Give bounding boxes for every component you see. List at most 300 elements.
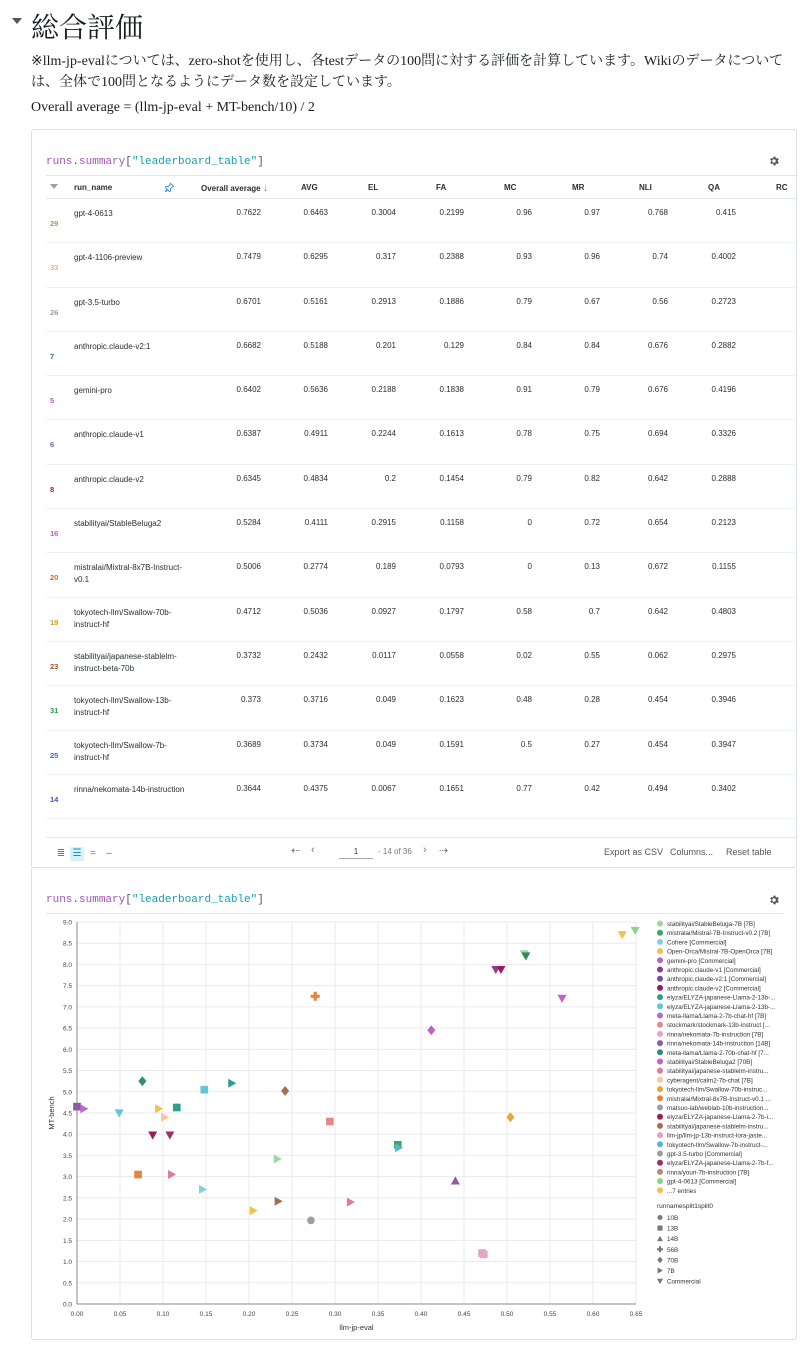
legend-entry: elyza/ELYZA-japanese-Llama-2-7b-i... bbox=[667, 1114, 774, 1122]
metric-cell: 0.4111 bbox=[304, 518, 328, 528]
x-tick-label: 0.45 bbox=[457, 1311, 471, 1318]
metric-cell: 0.3732 bbox=[236, 650, 261, 660]
metric-cell: 0.2723 bbox=[711, 296, 736, 306]
metric-cell: 0.4196 bbox=[711, 385, 736, 395]
metric-cell: 0.4712 bbox=[236, 606, 261, 616]
metric-cell: 0.72 bbox=[584, 518, 600, 528]
y-tick-label: 5.0 bbox=[62, 1089, 72, 1097]
metric-cell: 0.642 bbox=[647, 473, 668, 483]
metric-cell: 0.2123 bbox=[711, 518, 736, 528]
metric-cell: 0.6701 bbox=[236, 296, 261, 306]
scatter-point bbox=[155, 1104, 163, 1113]
metric-cell: 0.1454 bbox=[439, 473, 464, 483]
metric-cell: 0.676 bbox=[647, 340, 668, 350]
metric-cell: 0.5284 bbox=[236, 518, 261, 528]
legend-entry: anthropic.claude-v2:1 [Commercial] bbox=[667, 976, 767, 984]
expr-key: "leaderboard_table" bbox=[131, 894, 258, 906]
metric-cell: 0.3326 bbox=[711, 429, 736, 439]
metric-cell: 0.2913 bbox=[371, 296, 396, 306]
metric-cell: 0.96 bbox=[584, 252, 600, 262]
scatter-point bbox=[165, 1131, 174, 1139]
metric-cell: 0.79 bbox=[584, 385, 600, 395]
legend-entry: ...7 entries bbox=[667, 1187, 697, 1195]
legend-entry: gpt-3.5-turbo [Commercial] bbox=[667, 1151, 742, 1158]
shape-legend-entry: 70B bbox=[667, 1257, 679, 1265]
pin-icon[interactable] bbox=[164, 182, 175, 193]
section-note: ※llm-jp-evalについては、zero-shotを使用し、各testデータの100問に対する評価を計算しています。Wikiのデータについては、全体で100問となるようにデータ数を設定しています。 bbox=[31, 54, 784, 90]
scatter-point bbox=[307, 1217, 315, 1225]
legend-swatch bbox=[657, 1003, 663, 1009]
metric-cell: 0.0558 bbox=[439, 650, 464, 660]
scatter-point bbox=[148, 1131, 157, 1139]
metric-cell: 0.2882 bbox=[711, 340, 736, 350]
legend-entry: Cohere [Commercial] bbox=[667, 939, 727, 947]
legend-swatch bbox=[657, 1123, 663, 1129]
legend-entry: elyza/ELYZA-japanese-Llama-2-7b-f... bbox=[667, 1160, 774, 1168]
shape-legend-entry: 14B bbox=[667, 1236, 679, 1244]
metric-cell: 0.5 bbox=[520, 739, 532, 749]
x-tick-label: 0.20 bbox=[242, 1311, 256, 1318]
table-row[interactable] bbox=[46, 509, 798, 553]
legend-entry: llm-jp/llm-jp-13b-instruct-lora-jaste... bbox=[667, 1132, 768, 1140]
shape-legend-marker bbox=[657, 1236, 663, 1241]
y-tick-label: 2.5 bbox=[62, 1195, 72, 1203]
row-height-single-icon[interactable]: – bbox=[106, 848, 112, 859]
legend-entry: meta-llama/Llama-2-7b-chat-hf [7B] bbox=[667, 1013, 767, 1020]
legend-swatch bbox=[657, 1086, 663, 1092]
shape-legend-marker bbox=[657, 1246, 663, 1252]
legend-swatch bbox=[657, 1169, 663, 1175]
shape-legend-title: runnamesplit1split0 bbox=[657, 1203, 714, 1210]
legend-swatch bbox=[657, 1178, 663, 1184]
y-tick-label: 5.5 bbox=[62, 1068, 72, 1076]
table-row[interactable] bbox=[46, 465, 798, 509]
legend-swatch bbox=[657, 1068, 663, 1074]
metric-cell: 0.5188 bbox=[303, 340, 328, 350]
table-row[interactable] bbox=[46, 332, 798, 376]
metric-cell: 0.1797 bbox=[439, 606, 464, 616]
run-name-cell[interactable]: tokyotech-llm/Swallow-7b-instruct-hf bbox=[74, 740, 167, 762]
table-row[interactable] bbox=[46, 243, 798, 287]
scatter-point bbox=[618, 931, 627, 939]
metric-cell: 0.7 bbox=[588, 606, 600, 616]
shape-legend-entry: Commercial bbox=[667, 1278, 701, 1286]
metric-cell: 0.93 bbox=[516, 252, 532, 262]
row-index: 23 bbox=[50, 661, 59, 671]
row-height-medium-icon[interactable]: ☰ bbox=[70, 847, 84, 861]
y-tick-label: 1.0 bbox=[62, 1259, 72, 1267]
row-index: 25 bbox=[50, 750, 59, 760]
metric-cell: 0.1886 bbox=[439, 296, 464, 306]
legend-swatch bbox=[657, 1141, 663, 1147]
col-fa[interactable]: FA bbox=[436, 183, 447, 192]
table-row[interactable] bbox=[46, 686, 798, 730]
row-index: 7 bbox=[50, 351, 55, 361]
metric-cell: 0.0793 bbox=[439, 562, 464, 572]
metric-cell: 0.654 bbox=[647, 518, 668, 528]
metric-cell: 0.84 bbox=[516, 340, 532, 350]
row-index: 16 bbox=[50, 529, 59, 539]
metric-cell: 0.1838 bbox=[439, 385, 464, 395]
expr-bracket-open: [ bbox=[125, 894, 132, 906]
scatter-point bbox=[161, 1113, 169, 1122]
metric-cell: 0.5161 bbox=[303, 296, 328, 306]
scatter-point bbox=[480, 1251, 488, 1259]
x-tick-label: 0.35 bbox=[371, 1311, 385, 1318]
shape-legend-entry: 13B bbox=[667, 1225, 679, 1233]
metric-cell: 0.2975 bbox=[711, 650, 736, 660]
metric-cell: 0.84 bbox=[584, 340, 600, 350]
metric-cell: 0.55 bbox=[584, 650, 600, 660]
row-index: 8 bbox=[50, 484, 55, 494]
y-tick-label: 8.0 bbox=[62, 961, 72, 969]
metric-cell: 0.2915 bbox=[371, 518, 396, 528]
metric-cell: 0.768 bbox=[647, 208, 668, 217]
legend-swatch bbox=[657, 1059, 663, 1065]
expr-object: runs bbox=[46, 156, 73, 168]
leaderboard-table-panel bbox=[31, 129, 797, 868]
metric-cell: 0.0927 bbox=[371, 606, 396, 616]
run-name-cell[interactable]: anthropic.claude-v2:1 bbox=[74, 341, 151, 351]
x-tick-label: 0.40 bbox=[414, 1311, 428, 1318]
metric-cell: 0.642 bbox=[647, 606, 668, 616]
scatter-point bbox=[558, 995, 567, 1003]
y-tick-label: 3.0 bbox=[62, 1174, 72, 1182]
row-height-short-icon[interactable]: = bbox=[90, 848, 96, 859]
metric-cell: 0.6463 bbox=[303, 208, 328, 217]
metric-cell: 0.96 bbox=[516, 208, 532, 217]
metric-cell: 0.79 bbox=[516, 473, 532, 483]
table-body bbox=[46, 199, 798, 819]
col-avg[interactable]: AVG bbox=[301, 183, 318, 192]
shape-legend-entry: 10B bbox=[667, 1215, 679, 1222]
legend-swatch bbox=[657, 1077, 663, 1083]
legend-entry: mistralai/Mixtral-8x7B-Instruct-v0.1 ... bbox=[667, 1095, 771, 1103]
legend-swatch bbox=[657, 1031, 663, 1037]
metric-cell: 0.317 bbox=[375, 252, 396, 262]
legend-entry: stockmark/stockmark-13b-instruct [... bbox=[667, 1022, 770, 1030]
metric-cell: 0.75 bbox=[584, 429, 600, 439]
legend-swatch bbox=[657, 985, 663, 991]
panel-expression bbox=[46, 156, 264, 168]
x-tick-label: 0.60 bbox=[586, 1311, 600, 1318]
legend-entry: rinna/youri-7b-instruction [7B] bbox=[667, 1169, 750, 1177]
col-mc[interactable]: MC bbox=[504, 183, 517, 192]
metric-cell: 0.2188 bbox=[371, 385, 396, 395]
legend-entry: elyza/ELYZA-japanese-Llama-2-13b-... bbox=[667, 994, 776, 1002]
run-name-cell[interactable]: stabilityai/StableBeluga2 bbox=[74, 519, 162, 529]
col-overall-average[interactable] bbox=[201, 183, 268, 194]
metric-cell: 0.454 bbox=[647, 739, 668, 749]
expr-dot: . bbox=[72, 894, 80, 906]
expr-bracket-close: ] bbox=[257, 894, 264, 906]
scatter-point bbox=[168, 1170, 176, 1179]
metric-cell: 0.67 bbox=[584, 296, 600, 306]
metric-cell: 0.049 bbox=[375, 695, 396, 705]
metric-cell: 0.4911 bbox=[304, 429, 328, 439]
metric-cell: 0.77 bbox=[516, 783, 532, 793]
metric-cell: 0.2 bbox=[384, 473, 396, 483]
scatter-point bbox=[631, 927, 640, 935]
metric-cell: 0.6387 bbox=[236, 429, 261, 439]
row-index: 5 bbox=[50, 396, 55, 406]
metric-cell: 0.672 bbox=[647, 562, 668, 572]
metric-cell: 0.74 bbox=[652, 252, 668, 262]
scatter-point bbox=[173, 1104, 181, 1112]
expr-dot: . bbox=[72, 156, 80, 168]
run-name-cell[interactable]: gpt-4-1106-preview bbox=[74, 253, 143, 263]
legend-swatch bbox=[657, 994, 663, 1000]
legend-entry: Open-Orca/Mistral-7B-OpenOrca [7B] bbox=[667, 948, 773, 956]
page-input[interactable]: 1 bbox=[339, 845, 373, 859]
legend-entry: stabilityai/japanese-stablelm-instru... bbox=[667, 1068, 769, 1076]
run-name-cell[interactable]: tokyotech-llm/Swallow-70b-instruct-hf bbox=[74, 607, 172, 629]
y-tick-label: 6.5 bbox=[62, 1025, 72, 1033]
scatter-point bbox=[134, 1171, 142, 1179]
metric-cell: 0.3402 bbox=[711, 783, 736, 793]
metric-cell: 0.1613 bbox=[439, 429, 464, 439]
metric-cell: 0.3947 bbox=[711, 739, 736, 749]
scatter-point bbox=[73, 1103, 81, 1111]
legend-swatch bbox=[657, 1022, 663, 1028]
row-index: 6 bbox=[50, 440, 55, 450]
metric-cell: 0.2199 bbox=[439, 208, 464, 217]
run-name-cell[interactable]: anthropic.claude-v1 bbox=[74, 430, 144, 440]
legend-swatch bbox=[657, 1040, 663, 1046]
legend-swatch bbox=[657, 1114, 663, 1120]
metric-cell: 0.7479 bbox=[236, 252, 261, 262]
metric-cell: 0.5036 bbox=[303, 606, 328, 616]
metric-cell: 0.5636 bbox=[303, 385, 328, 395]
col-qa[interactable]: QA bbox=[708, 183, 720, 192]
run-name-cell[interactable]: mistralai/Mixtral-8x7B-Instruct-v0.1 bbox=[74, 563, 183, 585]
row-index: 14 bbox=[50, 794, 59, 804]
metric-cell: 0.82 bbox=[584, 473, 600, 483]
legend-entry: mistralai/Mistral-7B-Instruct-v0.2 [7B] bbox=[667, 930, 771, 938]
legend-entry: anthropic.claude-v2 [Commercial] bbox=[667, 985, 761, 993]
x-tick-label: 0.50 bbox=[500, 1311, 514, 1318]
table-row[interactable] bbox=[46, 598, 798, 642]
scatter-point bbox=[200, 1086, 208, 1094]
legend-swatch bbox=[657, 921, 663, 927]
shape-legend-marker bbox=[657, 1257, 662, 1264]
metric-cell: 0.13 bbox=[584, 562, 600, 572]
expr-bracket-open: [ bbox=[125, 156, 132, 168]
metric-cell: 0.1158 bbox=[440, 518, 464, 528]
metric-cell: 0.6295 bbox=[303, 252, 328, 262]
y-tick-label: 3.5 bbox=[62, 1152, 72, 1160]
row-index: 19 bbox=[50, 617, 59, 627]
scatter-point bbox=[506, 1112, 514, 1122]
metric-cell: 0.4834 bbox=[303, 473, 328, 483]
scatter-chart bbox=[32, 868, 798, 1340]
legend-swatch bbox=[657, 957, 663, 963]
row-index: 26 bbox=[50, 307, 59, 317]
y-tick-label: 2.0 bbox=[62, 1216, 72, 1224]
legend-swatch bbox=[657, 1049, 663, 1055]
metric-cell: 0.3946 bbox=[711, 695, 736, 705]
x-tick-label: 0.05 bbox=[113, 1311, 127, 1318]
metric-cell: 0.2774 bbox=[303, 562, 328, 572]
expr-bracket-close: ] bbox=[257, 156, 264, 168]
metric-cell: 0.494 bbox=[647, 783, 668, 793]
x-tick-label: 0.65 bbox=[629, 1311, 643, 1318]
gear-icon[interactable] bbox=[768, 155, 780, 167]
metric-cell: 0.189 bbox=[375, 562, 396, 572]
legend-swatch bbox=[657, 1095, 663, 1101]
table-row[interactable] bbox=[46, 376, 798, 420]
col-rc[interactable]: RC bbox=[776, 183, 788, 192]
metric-cell: 0.02 bbox=[516, 650, 532, 660]
col-el[interactable]: EL bbox=[368, 183, 379, 192]
metric-cell: 0.2388 bbox=[439, 252, 464, 262]
run-name-cell[interactable]: gpt-4-0613 bbox=[74, 209, 113, 218]
metric-cell: 0.415 bbox=[715, 208, 736, 217]
table-header bbox=[46, 175, 798, 199]
legend-entry: stabilityai/StableBeluga-7B [7B] bbox=[667, 921, 755, 928]
scatter-point bbox=[311, 992, 320, 1001]
table-footer bbox=[46, 837, 798, 868]
legend-entry: rinna/nekomata-7b-instruction [7B] bbox=[667, 1031, 764, 1039]
legend-entry: anthropic.claude-v1 [Commercial] bbox=[667, 967, 761, 974]
expr-property: summary bbox=[79, 156, 126, 168]
export-csv-button[interactable]: Export as CSV bbox=[604, 847, 664, 857]
metric-cell: 0.1623 bbox=[439, 695, 464, 705]
scatter-point bbox=[228, 1079, 236, 1088]
metric-cell: 0.129 bbox=[443, 340, 464, 350]
x-tick-label: 0.25 bbox=[285, 1311, 299, 1318]
row-index: 33 bbox=[50, 263, 59, 273]
col-overall-average-label: Overall average bbox=[201, 184, 261, 193]
legend-entry: gemini-pro [Commercial] bbox=[667, 957, 736, 965]
legend-swatch bbox=[657, 948, 663, 954]
table-row[interactable] bbox=[46, 553, 798, 597]
metric-cell: 0.676 bbox=[647, 385, 668, 395]
section-title: 総合評価 bbox=[31, 11, 144, 44]
scatter-point bbox=[326, 1118, 334, 1126]
metric-cell: 0.4803 bbox=[711, 606, 736, 616]
metric-cell: 0.78 bbox=[516, 429, 532, 439]
table-row[interactable] bbox=[46, 642, 798, 686]
collapse-caret-icon[interactable] bbox=[12, 18, 22, 24]
row-index: 20 bbox=[50, 573, 59, 583]
metric-cell: 0.2888 bbox=[711, 473, 736, 483]
next-page-icon[interactable]: › bbox=[423, 844, 427, 856]
legend-swatch bbox=[657, 1132, 663, 1138]
metric-cell: 0.373 bbox=[240, 695, 261, 705]
sort-desc-arrow-icon: ↓ bbox=[262, 183, 268, 194]
shape-legend-marker bbox=[657, 1226, 662, 1231]
y-tick-label: 6.0 bbox=[62, 1046, 72, 1054]
metric-cell: 0 bbox=[527, 562, 532, 572]
shape-legend-entry: 7B bbox=[667, 1268, 675, 1275]
metric-cell: 0.27 bbox=[584, 739, 600, 749]
scatter-chart-panel bbox=[31, 868, 797, 1340]
table-row[interactable] bbox=[46, 420, 798, 464]
run-name-cell[interactable]: gemini-pro bbox=[74, 386, 112, 396]
table-row[interactable] bbox=[46, 288, 798, 332]
col-run-name[interactable]: run_name bbox=[74, 183, 113, 192]
metric-cell: 0.454 bbox=[647, 695, 668, 705]
legend-swatch bbox=[657, 1105, 663, 1111]
section-header bbox=[0, 0, 808, 52]
first-page-icon[interactable]: ⇠ bbox=[291, 845, 301, 857]
last-page-icon[interactable]: ⇢ bbox=[439, 845, 449, 857]
metric-cell: 0.79 bbox=[516, 296, 532, 306]
legend-entry: stabilityai/StableBeluga2 [70B] bbox=[667, 1059, 753, 1066]
reset-table-button[interactable]: Reset table bbox=[726, 847, 772, 857]
row-index: 29 bbox=[50, 219, 59, 228]
y-axis-label: MT-bench bbox=[47, 1096, 56, 1130]
table-row[interactable] bbox=[46, 199, 798, 243]
shape-legend-marker bbox=[657, 1215, 662, 1220]
x-axis-label: llm-jp-eval bbox=[339, 1323, 374, 1332]
x-tick-label: 0.00 bbox=[70, 1311, 84, 1318]
x-tick-label: 0.30 bbox=[328, 1311, 342, 1318]
metric-cell: 0.4375 bbox=[303, 783, 328, 793]
metric-cell: 0.1591 bbox=[439, 739, 464, 749]
legend-entry: matsuo-lab/weblab-10b-instruction... bbox=[667, 1105, 769, 1112]
run-name-cell[interactable]: anthropic.claude-v2 bbox=[74, 474, 144, 484]
metric-cell: 0.3734 bbox=[303, 739, 328, 749]
x-tick-label: 0.55 bbox=[543, 1311, 557, 1318]
legend-entry: rinna/nekomata-14b-instruction [14B] bbox=[667, 1040, 771, 1048]
metric-cell: 0.2244 bbox=[371, 429, 396, 439]
y-tick-label: 0.0 bbox=[62, 1301, 72, 1309]
col-nli[interactable]: NLI bbox=[639, 183, 652, 192]
y-tick-label: 4.0 bbox=[62, 1131, 72, 1139]
metric-cell: 0.58 bbox=[516, 606, 532, 616]
legend-swatch bbox=[657, 1151, 663, 1157]
metric-cell: 0.28 bbox=[584, 695, 600, 705]
legend-swatch bbox=[657, 930, 663, 936]
scatter-point bbox=[80, 1104, 88, 1113]
metric-cell: 0.049 bbox=[375, 739, 396, 749]
x-tick-label: 0.15 bbox=[199, 1311, 213, 1318]
metric-cell: 0.7622 bbox=[236, 208, 261, 217]
col-mr[interactable]: MR bbox=[572, 183, 585, 192]
shape-legend-entry: 56B bbox=[667, 1246, 679, 1254]
sort-menu-icon[interactable] bbox=[50, 184, 58, 189]
legend-swatch bbox=[657, 1187, 663, 1193]
metric-cell: 0.48 bbox=[516, 695, 532, 705]
metric-cell: 0 bbox=[527, 518, 532, 528]
metric-cell: 0.0067 bbox=[371, 783, 396, 793]
prev-page-icon[interactable]: ‹ bbox=[311, 844, 315, 856]
y-tick-label: 1.5 bbox=[62, 1237, 72, 1245]
shape-legend-marker bbox=[658, 1268, 663, 1274]
row-height-tall-icon[interactable]: ≣ bbox=[56, 848, 66, 859]
row-index: 31 bbox=[50, 706, 59, 716]
columns-button[interactable]: Columns... bbox=[670, 847, 714, 857]
scatter-point bbox=[347, 1198, 355, 1207]
run-name-cell[interactable]: tokyotech-llm/Swallow-13b-instruct-hf bbox=[74, 696, 172, 718]
run-name-cell[interactable]: stabilityai/japanese-stablelm-instruct-beta-70b bbox=[74, 651, 177, 673]
legend-entry: gpt-4-0613 [Commercial] bbox=[667, 1178, 737, 1186]
run-name-cell[interactable]: gpt-3.5-turbo bbox=[74, 297, 120, 307]
run-name-cell[interactable]: rinna/nekomata-14b-instruction bbox=[74, 784, 185, 794]
metric-cell: 0.201 bbox=[375, 340, 396, 350]
y-tick-label: 7.5 bbox=[62, 983, 72, 991]
table-row[interactable] bbox=[46, 731, 798, 775]
y-tick-label: 7.0 bbox=[62, 1004, 72, 1012]
metric-cell: 0.6345 bbox=[236, 473, 261, 483]
legend-entry: tokyotech-llm/Swallow-70b-instruc... bbox=[667, 1086, 768, 1094]
shape-legend-marker bbox=[657, 1279, 663, 1284]
table-row[interactable] bbox=[46, 775, 798, 819]
legend-swatch bbox=[657, 1013, 663, 1019]
metric-cell: 0.56 bbox=[652, 296, 668, 306]
